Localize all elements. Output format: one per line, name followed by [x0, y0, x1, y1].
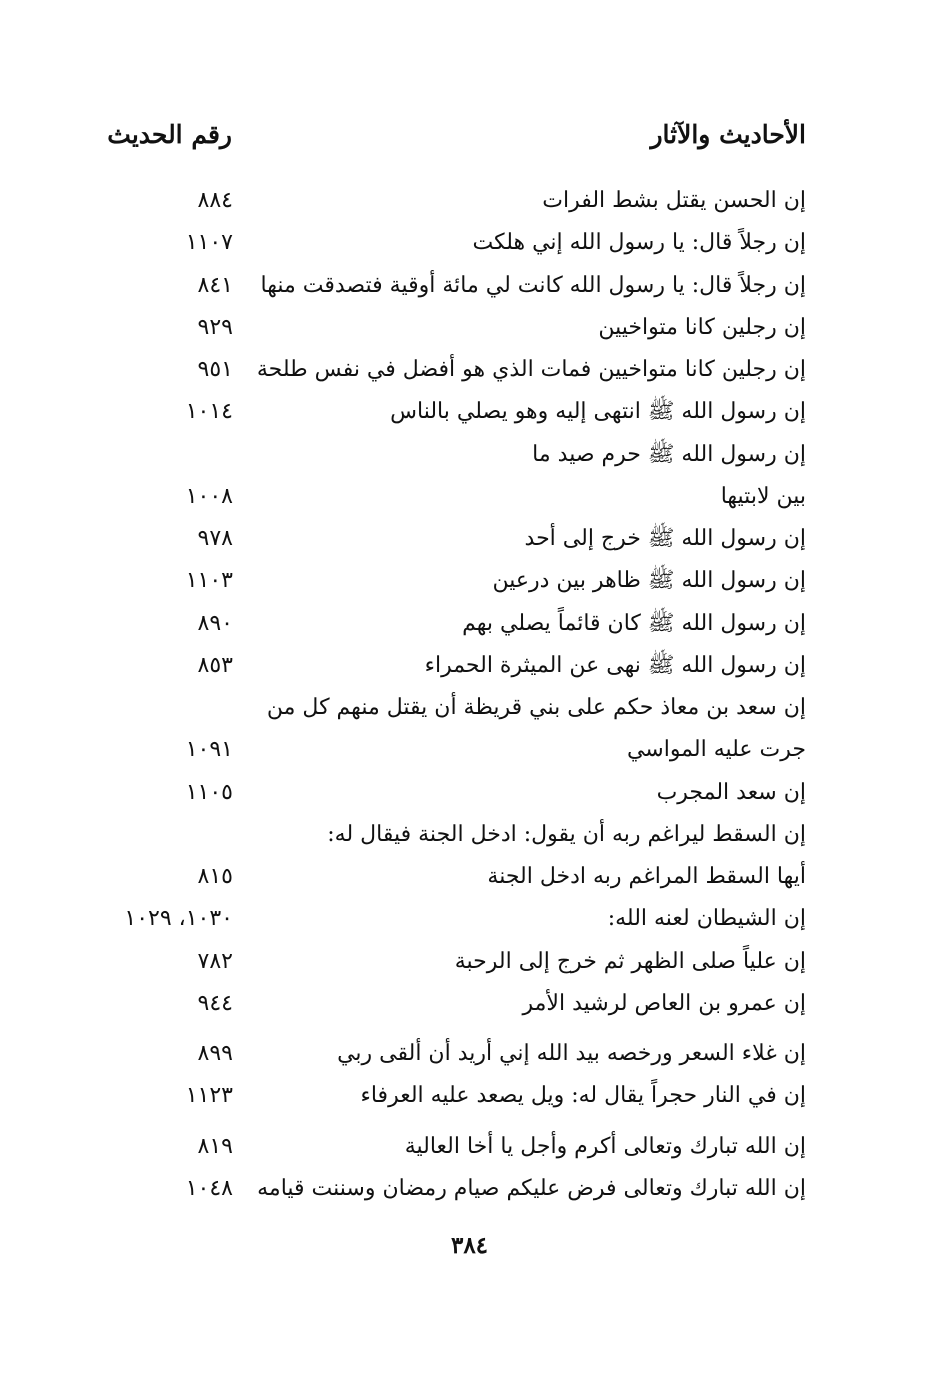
page-number: ٣٨٤ — [450, 1232, 489, 1259]
index-row — [0, 518, 939, 560]
index-row — [0, 180, 939, 222]
hadith-number: ٨٤١ — [197, 272, 233, 298]
hadith-number: ١١٠٣ — [185, 568, 233, 594]
index-row — [0, 349, 939, 391]
hadith-text: إن الله تبارك وتعالى أكرم وأجل يا أخا العالية — [404, 1133, 806, 1159]
hadith-text: إن الحسن يقتل بشط الفرات — [542, 188, 806, 213]
index-row — [0, 222, 939, 264]
hadith-number: ١١٢٣ — [185, 1083, 233, 1109]
hadith-text: إن رجلين كانا متواخيين فمات الذي هو أفضل في نفس طلحة — [256, 357, 806, 382]
index-row — [0, 476, 939, 518]
index-row — [0, 729, 939, 771]
hadith-text: إن رجلاً قال: يا رسول الله إني هلكت — [472, 230, 806, 256]
hadith-number: ٨١٩ — [197, 1133, 233, 1159]
hadith-number: ٨٨٤ — [197, 188, 233, 213]
hadith-index-list — [0, 180, 939, 1210]
index-row — [0, 307, 939, 349]
index-row — [0, 983, 939, 1025]
hadith-number: ١٠٤٨ — [185, 1175, 233, 1201]
hadith-text: إن سعد بن معاذ حكم على بني قريظة أن يقتل منهم كل من — [266, 695, 806, 720]
hadith-number: ٩٤٤ — [197, 990, 233, 1016]
index-row — [0, 1126, 939, 1168]
index-row — [0, 941, 939, 983]
hadith-text: إن رسول الله ﷺ خرج إلى أحد — [524, 526, 806, 551]
index-row — [0, 856, 939, 898]
column-header-hadiths: الأحاديث والآثار — [650, 120, 806, 149]
hadith-number: ٩٧٨ — [197, 526, 233, 551]
index-row — [0, 265, 939, 307]
hadith-text: إن غلاء السعر ورخصه بيد الله إني أريد أن ألقى ربي — [337, 1041, 806, 1066]
hadith-number: ٩٢٩ — [197, 314, 233, 340]
hadith-text: إن رسول الله ﷺ حرم صيد ما — [532, 441, 806, 467]
hadith-number: ١٠٣٠، ١٠٢٩ — [124, 906, 233, 932]
hadith-text: إن رسول الله ﷺ نهى عن الميثرة الحمراء — [424, 652, 806, 678]
hadith-text: إن في النار حجراً يقال له: ويل يصعد عليه العرفاء — [360, 1083, 806, 1109]
hadith-number: ١٠٩١ — [185, 737, 233, 763]
hadith-text: جرت عليه المواسي — [626, 737, 806, 763]
index-row — [0, 645, 939, 687]
hadith-text: إن السقط ليراغم ربه أن يقول: ادخل الجنة فيقال له: — [327, 821, 806, 847]
column-header-number: رقم الحديث — [107, 120, 232, 149]
index-row — [0, 603, 939, 645]
hadith-text: أيها السقط المراغم ربه ادخل الجنة — [487, 864, 806, 889]
index-row — [0, 814, 939, 856]
hadith-number: ١٠١٤ — [185, 399, 233, 425]
hadith-text: إن سعد المجرب — [656, 779, 806, 805]
hadith-text: إن الله تبارك وتعالى فرض عليكم صيام رمضان وسننت قيامه — [257, 1175, 806, 1201]
hadith-text: إن رسول الله ﷺ انتهى إليه وهو يصلي بالناس — [390, 399, 806, 425]
index-row — [0, 1075, 939, 1117]
hadith-text: إن رجلين كانا متواخيين — [598, 314, 806, 340]
index-row — [0, 772, 939, 814]
index-row — [0, 1168, 939, 1210]
hadith-number: ١٠٠٨ — [185, 483, 233, 509]
hadith-number: ٨٩٩ — [197, 1041, 233, 1066]
hadith-number: ٩٥١ — [197, 357, 233, 382]
hadith-text: إن الشيطان لعنه الله: — [607, 906, 806, 932]
index-row — [0, 687, 939, 729]
hadith-text: إن رجلاً قال: يا رسول الله كانت لي مائة أوقية فتصدقت منها — [260, 272, 806, 298]
hadith-number: ٨١٥ — [197, 864, 233, 889]
index-row — [0, 391, 939, 433]
index-row — [0, 898, 939, 940]
hadith-number: ١١٠٧ — [185, 230, 233, 256]
index-row — [0, 560, 939, 602]
hadith-text: إن رسول الله ﷺ كان قائماً يصلي بهم — [462, 610, 806, 636]
hadith-text: إن رسول الله ﷺ ظاهر بين درعين — [492, 568, 806, 594]
hadith-text: بين لابتيها — [720, 483, 806, 509]
index-row — [0, 1033, 939, 1075]
hadith-number: ١١٠٥ — [185, 779, 233, 805]
hadith-number: ٨٩٠ — [197, 610, 233, 636]
hadith-text: إن علياً صلى الظهر ثم خرج إلى الرحبة — [454, 948, 806, 974]
hadith-number: ٨٥٣ — [197, 652, 233, 678]
index-row — [0, 434, 939, 476]
hadith-number: ٧٨٢ — [197, 948, 233, 974]
hadith-text: إن عمرو بن العاص لرشيد الأمر — [522, 990, 806, 1016]
